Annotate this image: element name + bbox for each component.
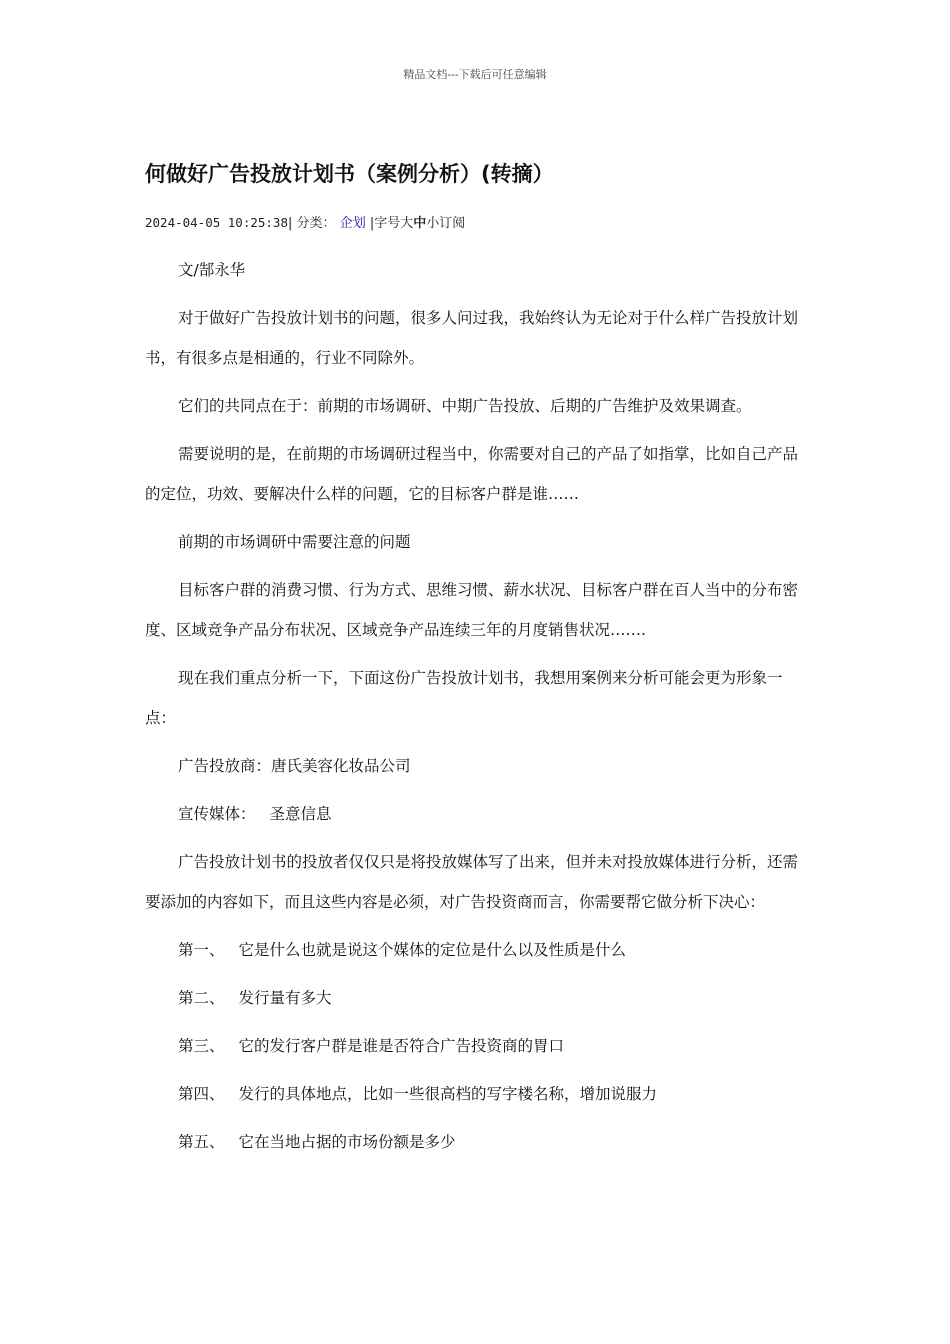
author-line: 文/郜永华 [178, 261, 246, 279]
advertiser-value: 唐氏美容化妆品公司 [271, 757, 411, 775]
list-item [145, 1122, 810, 1162]
list-item-text: 发行量有多大 [238, 989, 332, 1007]
body-paragraph: 广告投放计划书的投放者仅仅只是将投放媒体写了出来，但并未对投放媒体进行分析，还需要添加的内容如下，而且这些内容是必须，对广告投资商而言，你需要帮它做分析下决心： [145, 853, 799, 911]
list-item-text: 它在当地占据的市场份额是多少 [238, 1133, 456, 1151]
list-item-label: 第五、 [178, 1133, 225, 1151]
subscribe-link[interactable]: 订阅 [439, 216, 466, 231]
meta-separator: | [288, 216, 293, 231]
font-size-large-button[interactable]: 大 [400, 216, 414, 231]
media-line [145, 794, 810, 834]
category-link[interactable]: 企划 [339, 216, 366, 231]
body-paragraph: 对于做好广告投放计划书的问题，很多人问过我，我始终认为无论对于什么样广告投放计划书，有很多点是相通的，行业不同除外。 [145, 309, 799, 367]
meta-separator: | [369, 216, 375, 231]
media-value: 圣意信息 [269, 805, 332, 823]
body-paragraph: 目标客户群的消费习惯、行为方式、思维习惯、薪水状况、目标客户群在百人当中的分布密度、区域竞争产品分布状况、区域竞争产品连续三年的月度销售状况……. [145, 581, 799, 639]
section-heading: 前期的市场调研中需要注意的问题 [178, 533, 411, 551]
body-paragraph: 它们的共同点在于：前期的市场调研、中期广告投放、后期的广告维护及效果调查。 [178, 397, 752, 415]
font-size-small-button[interactable]: 小 [426, 216, 440, 231]
article-title: 何做好广告投放计划书（案例分析）(转摘） [145, 162, 554, 186]
body-paragraph: 现在我们重点分析一下，下面这份广告投放计划书，我想用案例来分析可能会更为形象一点： [145, 669, 783, 727]
list-item-label: 第四、 [178, 1085, 225, 1103]
advertiser-line [145, 746, 810, 786]
media-label: 宣传媒体： [178, 805, 256, 823]
category-label: 分类： [296, 216, 336, 231]
article-meta [145, 212, 465, 231]
document-header-note: 精品文档---下载后可任意编辑 [403, 68, 547, 81]
list-item [145, 1026, 810, 1066]
post-timestamp: 2024-04-05 10:25:38 [145, 215, 288, 230]
list-item-label: 第二、 [178, 989, 225, 1007]
list-item [145, 930, 810, 970]
list-item-label: 第三、 [178, 1037, 225, 1055]
list-item-text: 它的发行客户群是谁是否符合广告投资商的胃口 [238, 1037, 565, 1055]
advertiser-label: 广告投放商： [178, 757, 272, 775]
list-item [145, 1074, 810, 1114]
body-paragraph: 需要说明的是，在前期的市场调研过程当中，你需要对自己的产品了如指掌，比如自己产品的定位，功效、要解决什么样的问题，它的目标客户群是谁…… [145, 445, 799, 503]
font-size-medium-button[interactable]: 中 [413, 216, 427, 231]
font-size-label: 字号 [374, 216, 401, 231]
article-body [145, 250, 810, 1170]
list-item-text: 发行的具体地点，比如一些很高档的写字楼名称，增加说服力 [238, 1085, 658, 1103]
list-item [145, 978, 810, 1018]
list-item-label: 第一、 [178, 941, 225, 959]
list-item-text: 它是什么也就是说这个媒体的定位是什么以及性质是什么 [238, 941, 627, 959]
